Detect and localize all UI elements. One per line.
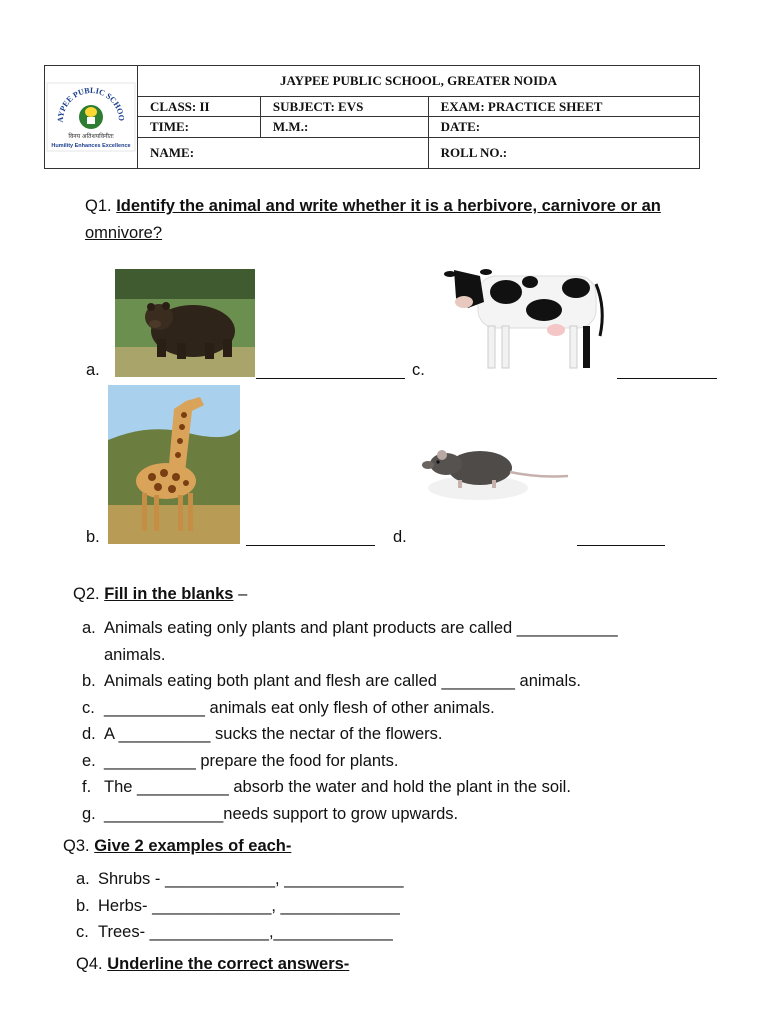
- answer-line-b[interactable]: [246, 545, 375, 546]
- date-label: DATE:: [428, 117, 699, 137]
- list-item: [82, 774, 618, 801]
- item-letter: d.: [82, 725, 96, 743]
- list-item: [82, 642, 618, 669]
- subject-label: SUBJECT: EVS: [260, 97, 428, 117]
- svg-text:JAYPEE PUBLIC SCHOOL: AYPEE PUBLIC SCHOO: [55, 85, 127, 123]
- time-label: TIME:: [138, 117, 261, 137]
- exam-label: EXAM: PRACTICE SHEET: [428, 97, 699, 117]
- svg-text:Humility Enhances Excellence: Humility Enhances Excellence: [51, 143, 131, 149]
- school-logo: [45, 81, 137, 153]
- q1-title: [85, 197, 661, 216]
- q4-heading: Underline the correct answers-: [107, 955, 350, 973]
- q3-heading: Give 2 examples of each-: [94, 837, 292, 855]
- rat-image: [414, 392, 576, 547]
- item-letter: c.: [82, 698, 95, 717]
- name-label: NAME:: [138, 137, 429, 168]
- list-item: [76, 866, 404, 893]
- cow-image: [440, 258, 610, 381]
- item-letter: g.: [82, 804, 96, 823]
- q1-item-c-letter: c.: [412, 361, 425, 379]
- item-text: Trees- _____________,_____________: [98, 923, 393, 941]
- q1-item-a-letter: a.: [86, 361, 100, 379]
- q2-heading: Fill in the blanks: [104, 585, 234, 603]
- q4-title: [76, 955, 349, 974]
- list-item: [82, 668, 618, 695]
- q3-list: [76, 866, 404, 946]
- q1-question-mark: ?: [152, 224, 163, 242]
- item-text: _____________needs support to grow upwards.: [104, 804, 459, 823]
- answer-line-c[interactable]: [617, 378, 717, 379]
- list-item: [82, 748, 618, 775]
- q1-number: Q1.: [85, 197, 112, 215]
- q2-title: [73, 585, 247, 604]
- q3-title: [63, 837, 291, 856]
- q1-question: Identify the animal and write whether it is a herbivore, carnivore or an: [116, 197, 661, 215]
- list-item: [82, 615, 618, 642]
- item-text: The __________ absorb the water and hold the plant in the soil.: [104, 778, 571, 796]
- item-letter: a.: [76, 870, 90, 888]
- list-item: [82, 695, 618, 722]
- q1-item-d-letter: d.: [393, 528, 407, 546]
- item-letter: b.: [82, 672, 96, 690]
- answer-line-d[interactable]: [577, 545, 665, 546]
- class-label: CLASS: II: [138, 97, 261, 117]
- item-letter: [82, 642, 104, 669]
- item-letter: b.: [76, 896, 90, 915]
- item-text: Herbs- _____________, _____________: [98, 896, 400, 915]
- header-table: [44, 65, 700, 169]
- list-item: [76, 919, 404, 946]
- item-text: ___________ animals eat only flesh of other animals.: [104, 698, 495, 717]
- item-letter: c.: [76, 923, 89, 941]
- item-text: Shrubs - ____________, _____________: [98, 870, 404, 888]
- bear-image: [115, 269, 255, 382]
- answer-line-a[interactable]: [256, 378, 405, 379]
- giraffe-image: [108, 385, 240, 549]
- roll-label: ROLL NO.:: [428, 137, 699, 168]
- svg-text:विनय अतिशयविनीतः: विनय अतिशयविनीतः: [68, 133, 114, 140]
- q1-title-line2: [85, 224, 162, 243]
- q1-question-cont: omnivore: [85, 224, 153, 242]
- school-name: JAYPEE PUBLIC SCHOOL, GREATER NOIDA: [138, 66, 700, 97]
- q1-item-b-letter: b.: [86, 528, 100, 546]
- list-item: [76, 893, 404, 920]
- item-letter: e.: [82, 751, 96, 770]
- item-letter: f.: [82, 778, 92, 796]
- item-text: Animals eating only plants and plant products are called ___________: [104, 619, 618, 637]
- q2-list: [82, 615, 618, 827]
- list-item: [82, 721, 618, 748]
- q4-number: Q4.: [76, 955, 103, 973]
- school-logo-cell: [45, 66, 138, 169]
- q3-number: Q3.: [63, 837, 90, 855]
- q2-number: Q2.: [73, 585, 100, 603]
- item-text: __________ prepare the food for plants.: [104, 751, 399, 770]
- mm-label: M.M.:: [260, 117, 428, 137]
- q2-dash: –: [233, 585, 248, 603]
- item-letter: a.: [82, 619, 96, 637]
- item-text: Animals eating both plant and flesh are called ________ animals.: [104, 672, 581, 690]
- item-text: animals.: [104, 645, 166, 664]
- item-text: A __________ sucks the nectar of the flowers.: [104, 725, 443, 743]
- list-item: [82, 801, 618, 828]
